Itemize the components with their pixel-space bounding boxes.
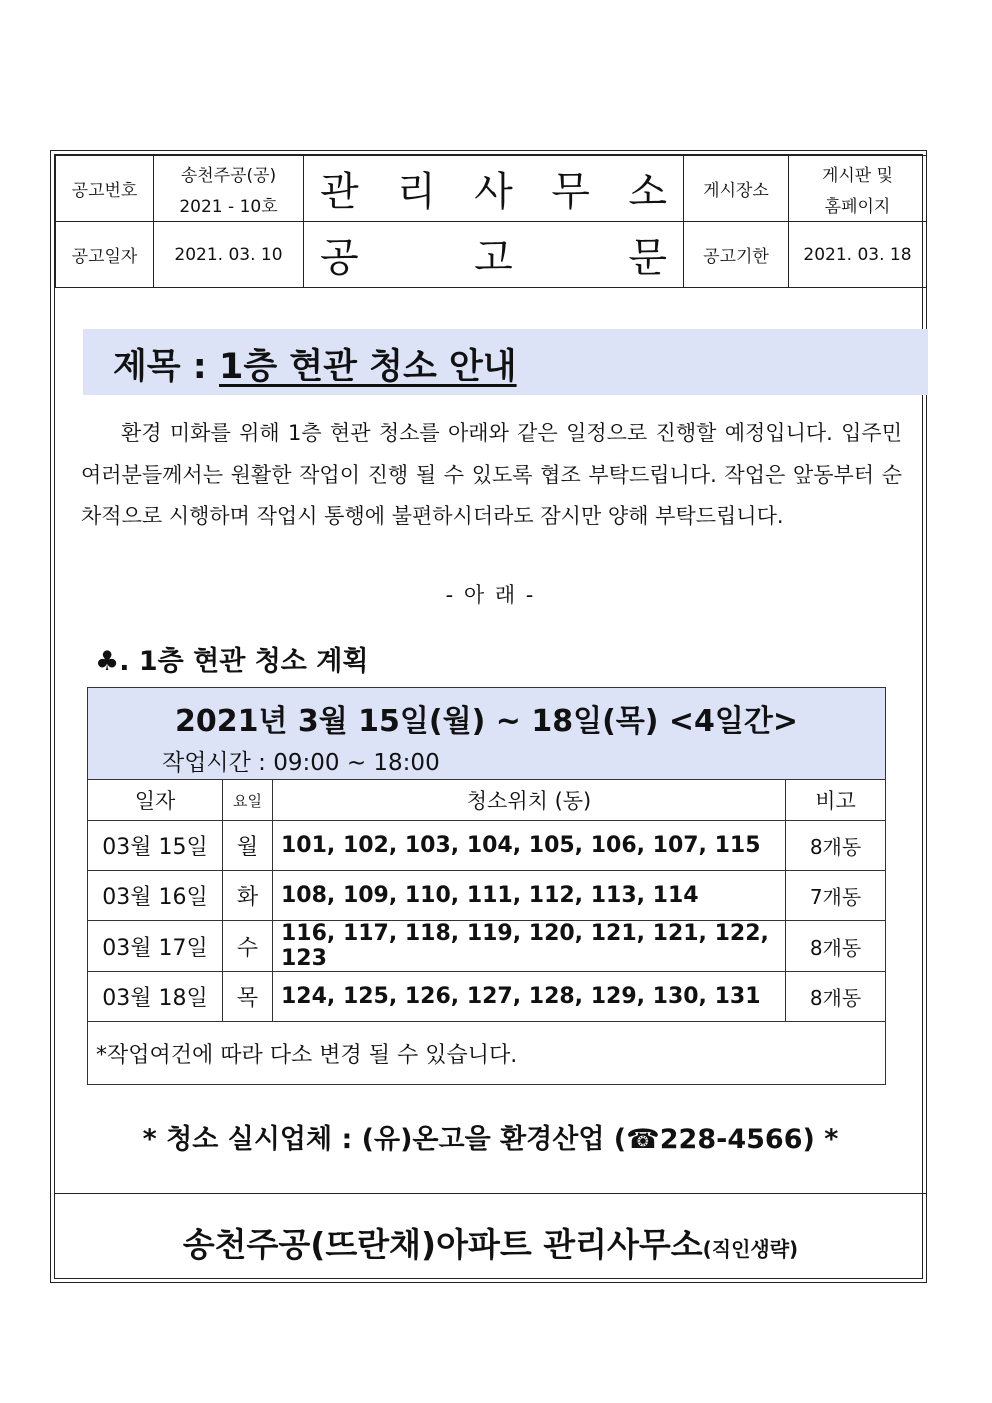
- schedule-column-headers: [88, 780, 886, 821]
- post-place-label: 게시장소: [684, 156, 789, 222]
- divider: [55, 1193, 926, 1194]
- title: [113, 339, 517, 389]
- deadline-value: 2021. 03. 18: [789, 222, 927, 288]
- row-day: 월: [223, 821, 273, 871]
- notice-date-label: 공고일자: [56, 222, 154, 288]
- col-note: 비고: [786, 780, 886, 821]
- plan-title: [95, 639, 368, 678]
- notice-heading-char: 공: [320, 235, 359, 281]
- notice-date-value: 2021. 03. 10: [154, 222, 304, 288]
- schedule-period: 2021년 3월 15일(월) ~ 18일(목) <4일간>: [174, 704, 799, 739]
- notice-heading-char: 고: [474, 235, 513, 281]
- row-date: 03월 17일: [88, 921, 223, 972]
- schedule-work-hours: 작업시간 : 09:00 ~ 18:00: [162, 750, 440, 776]
- office-heading-char: 소: [628, 169, 667, 215]
- signature-suffix: (직인생략): [702, 1237, 799, 1261]
- row-locations: 101, 102, 103, 104, 105, 106, 107, 115: [273, 821, 786, 871]
- title-prefix: 제목 :: [113, 347, 219, 387]
- office-heading-char: 무: [551, 169, 590, 215]
- notice-no-line2: 2021 - 10호: [179, 196, 278, 217]
- row-locations: 116, 117, 118, 119, 120, 121, 121, 122, 123: [273, 921, 786, 972]
- office-heading-char: 관: [320, 169, 359, 215]
- title-text: 1층 현관 청소 안내: [219, 347, 517, 387]
- row-date: 03월 16일: [88, 871, 223, 921]
- table-row: [88, 871, 886, 921]
- schedule-table: [87, 687, 886, 1085]
- row-day: 수: [223, 921, 273, 972]
- office-heading-char: 사: [474, 169, 513, 215]
- below-label: - 아 래 -: [445, 583, 536, 607]
- post-place-line1: 게시판 및: [821, 165, 894, 186]
- office-heading: [304, 156, 684, 222]
- schedule-header: [88, 688, 886, 780]
- row-locations: 124, 125, 126, 127, 128, 129, 130, 131: [273, 972, 786, 1022]
- notice-no-line1: 송천주공(공): [180, 165, 277, 186]
- row-locations: 108, 109, 110, 111, 112, 113, 114: [273, 871, 786, 921]
- body-paragraph: 환경 미화를 위해 1층 현관 청소를 아래와 같은 일정으로 진행할 예정입니다. 입주민 여러분들께서는 원활한 작업이 진행 될 수 있도록 협조 부탁드립니다. 작업은 앞동부터 순차적으로 시행하며 작업시 통행에 불편하시더라도 잠시만 양해 부탁드립니다.: [81, 421, 902, 528]
- row-note: 8개동: [786, 921, 886, 972]
- row-note: 8개동: [786, 821, 886, 871]
- office-heading-char: 리: [397, 169, 436, 215]
- plan-title-text: . 1층 현관 청소 계획: [119, 646, 369, 677]
- notice-no-label: 공고번호: [56, 156, 154, 222]
- col-date: 일자: [88, 780, 223, 821]
- schedule-footnote: *작업여건에 따라 다소 변경 될 수 있습니다.: [88, 1022, 886, 1085]
- body-text: [81, 413, 902, 538]
- post-place-line2: 홈페이지: [824, 196, 891, 217]
- contractor-info: * 청소 실시업체 : (유)온고을 환경산업 (☎228-4566) *: [142, 1124, 839, 1155]
- table-row: [88, 921, 886, 972]
- notice-heading-char: 문: [628, 235, 667, 281]
- notice-heading: [304, 222, 684, 288]
- post-place-value: [789, 156, 927, 222]
- signature: [55, 1219, 926, 1266]
- club-suit-icon: ♣: [95, 646, 120, 677]
- row-date: 03월 18일: [88, 972, 223, 1022]
- deadline-label: 공고기한: [684, 222, 789, 288]
- row-note: 7개동: [786, 871, 886, 921]
- notice-frame: [50, 150, 927, 1283]
- header-table: [55, 155, 927, 288]
- row-note: 8개동: [786, 972, 886, 1022]
- notice-frame-inner: [54, 154, 923, 1279]
- title-bar: [83, 329, 928, 395]
- col-day: 요일: [223, 780, 273, 821]
- notice-no-value: [154, 156, 304, 222]
- row-date: 03월 15일: [88, 821, 223, 871]
- row-day: 목: [223, 972, 273, 1022]
- table-row: [88, 972, 886, 1022]
- table-row: [88, 821, 886, 871]
- signature-main: 송천주공(뜨란채)아파트 관리사무소: [182, 1225, 703, 1264]
- col-location: 청소위치 (동): [273, 780, 786, 821]
- row-day: 화: [223, 871, 273, 921]
